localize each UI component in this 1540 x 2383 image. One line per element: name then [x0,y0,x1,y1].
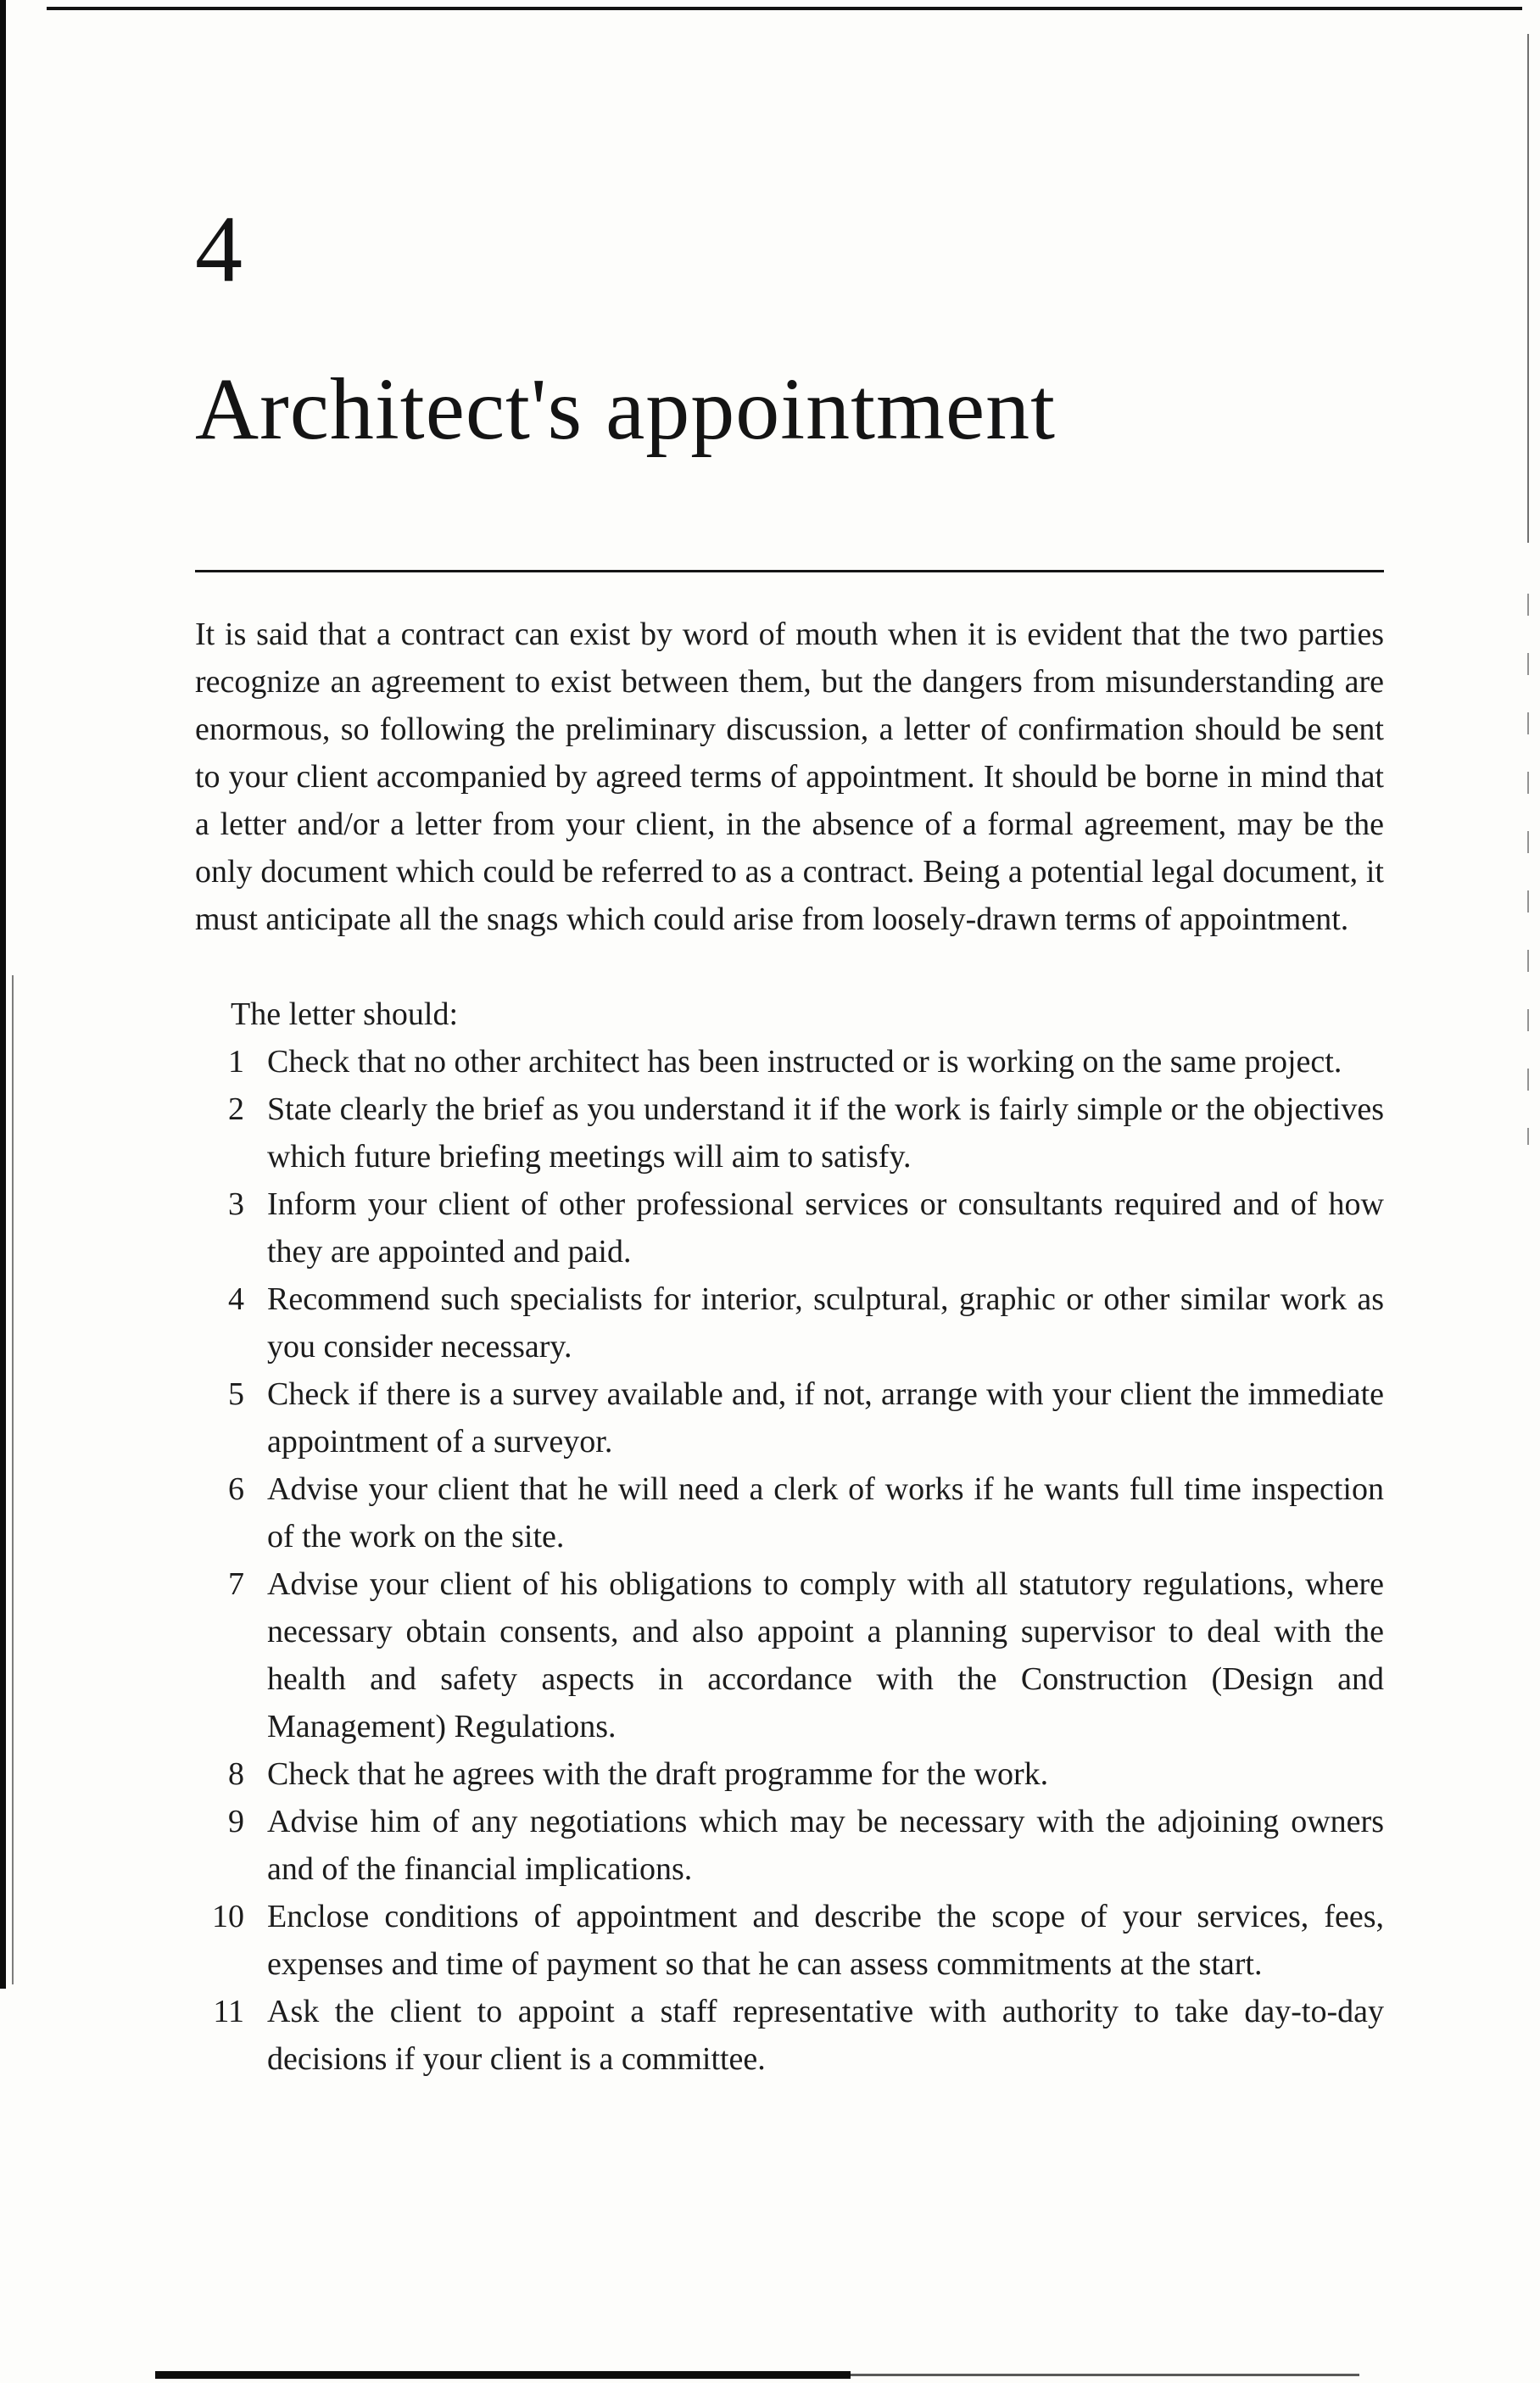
item-text: Advise your client that he will need a clerk of works if he wants full time inspection of the work on the site. [267,1471,1384,1555]
list-item [195,1180,1384,1275]
list-item [195,1085,1384,1180]
list-item [195,1370,1384,1465]
list-item [195,1275,1384,1370]
item-number: 1 [228,1044,244,1080]
scan-artifact-bottom-thin-line [851,2374,1359,2376]
item-number: 3 [228,1186,244,1223]
item-text: State clearly the brief as you understand it if the work is fairly simple or the objectives which future briefing meetings will aim to satisfy. [267,1091,1384,1175]
item-number: 10 [212,1899,244,1935]
page-content [195,0,1384,2083]
item-text: Inform your client of other professional services or consultants required and of how they are appointed and paid. [267,1186,1384,1270]
list-item [195,1465,1384,1560]
numbered-list [195,1038,1384,2083]
item-text: Advise your client of his obligations to comply with all statutory regulations, where necessary obtain consents, and also appoint a planning supervisor to deal with the health and safety aspects in accordance with the Construction (Design and Management) Regulations. [267,1566,1384,1745]
item-number: 5 [228,1376,244,1413]
item-text: Check if there is a survey available and, if not, arrange with your client the immediate appointment of a surveyor. [267,1376,1384,1460]
title-rule [195,570,1384,572]
item-number: 4 [228,1281,244,1318]
item-text: Check that no other architect has been instructed or is working on the same project. [267,1044,1342,1080]
list-item [195,1988,1384,2083]
item-text: Ask the client to appoint a staff representative with authority to take day-to-day decisions if your client is a committee. [267,1994,1384,2078]
list-item [195,1798,1384,1893]
scan-artifact-bottom-line [155,2371,851,2379]
scan-artifact-right-dashes [1527,594,1529,1145]
scan-artifact-left-thin-line [12,975,14,1984]
item-number: 7 [228,1566,244,1603]
chapter-title: Architect's appointment [195,360,1057,458]
intro-paragraph: It is said that a contract can exist by word of mouth when it is evident that the two parties recognize an agreement to exist between them, but the dangers from misunderstanding are enormous, so following the preliminary discussion, a letter of confirmation should be sent to your client accompanied by agreed terms of appointment. It should be borne in mind that a letter and/or a letter from your client, in the absence of a formal agreement, may be the only document which could be referred to as a contract. Being a potential legal document, it must anticipate all the snags which could arise from loosely-drawn terms of appointment. [195,617,1384,938]
item-number: 2 [228,1091,244,1128]
scan-artifact-right-line [1527,34,1529,543]
scan-artifact-left-edge [0,0,6,1989]
list-intro: The letter should: [231,996,459,1033]
item-text: Check that he agrees with the draft programme for the work. [267,1756,1049,1793]
item-number: 6 [228,1471,244,1508]
list-item [195,1560,1384,1750]
item-number: 9 [228,1804,244,1840]
list-item [195,1893,1384,1988]
item-text: Enclose conditions of appointment and describe the scope of your services, fees, expenses and time of payment so that he can assess commitments at the start. [267,1899,1384,1983]
list-item [195,1750,1384,1798]
item-text: Advise him of any negotiations which may be necessary with the adjoining owners and of the financial implications. [267,1804,1384,1888]
item-number: 8 [228,1756,244,1793]
chapter-number: 4 [195,197,243,302]
list-item [195,1038,1384,1085]
item-text: Recommend such specialists for interior, sculptural, graphic or other similar work as you consider necessary. [267,1281,1384,1365]
item-number: 11 [213,1994,244,2030]
